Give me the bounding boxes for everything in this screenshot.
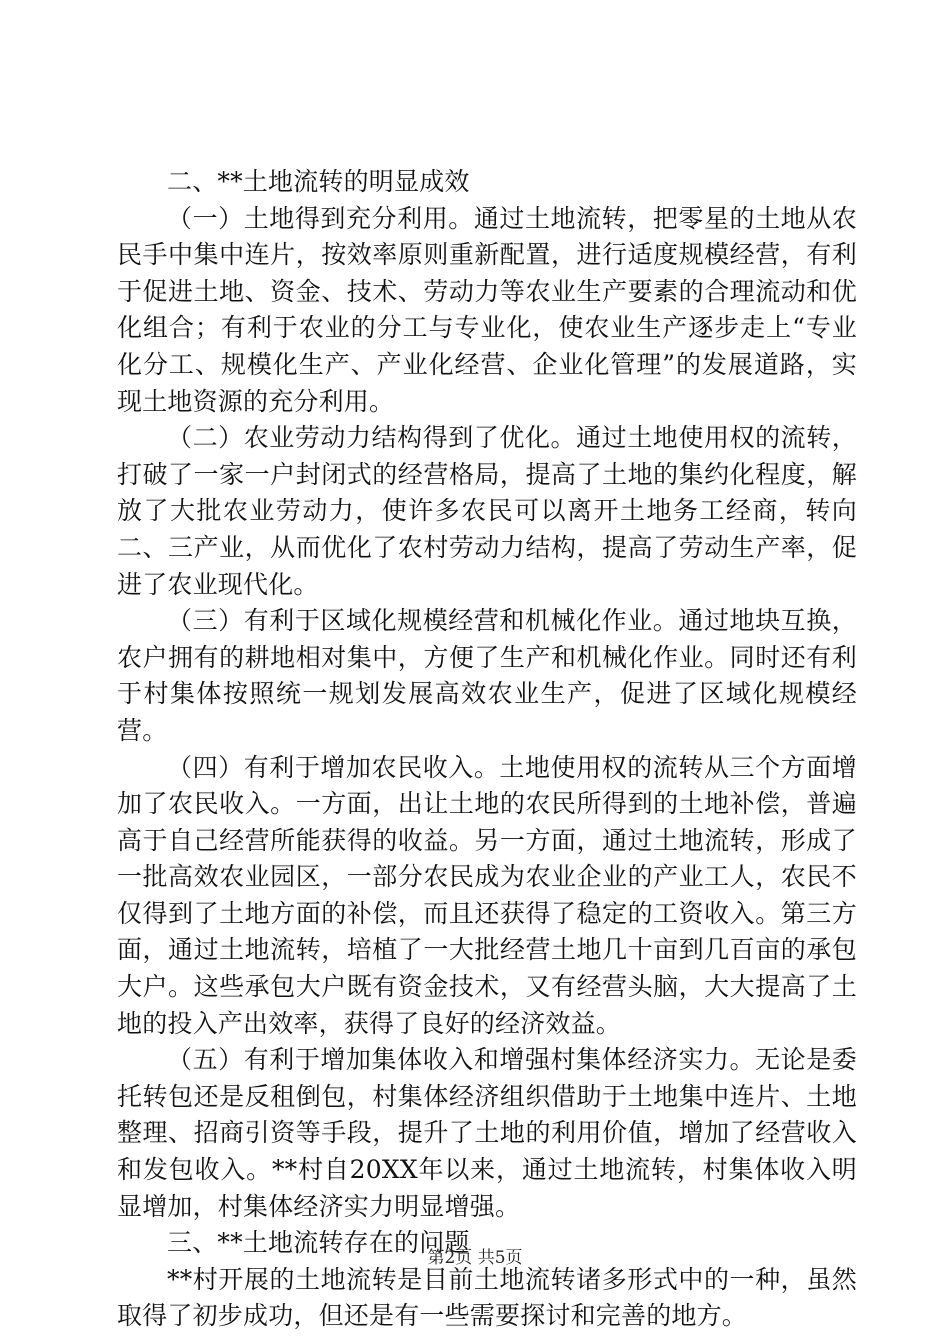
page-number-footer: 第2页 共5页	[427, 1248, 523, 1268]
paragraph-5: （五）有利于增加集体收入和增强村集体经济实力。无论是委托转包还是反租倒包，村集体经济组织借助于土地集中连片、土地整理、招商引资等手段，提升了土地的利用价值，增加了经营收入和发包收入。**村自20XX年以来，通过土地流转，村集体收入明显增加，村集体经济实力明显增强。	[117, 1045, 858, 1221]
paragraph-3: （三）有利于区域化规模经营和机械化作业。通过地块互换，农户拥有的耕地相对集中，方便了生产和机械化作业。同时还有利于村集体按照统一规划发展高效农业生产，促进了区域化规模经营。	[117, 606, 857, 745]
document-body	[117, 164, 857, 1335]
section-heading-2: 二、**土地流转的明显成效	[167, 167, 470, 196]
paragraph-1: （一）土地得到充分利用。通过土地流转，把零星的土地从农民手中集中连片，按效率原则重新配置，进行适度规模经营，有利于促进土地、资金、技术、劳动力等农业生产要素的合理流动和优化组合；有利于农业的分工与专业化，使农业生产逐步走上“专业化分工、规模化生产、产业化经营、企业化管理”的发展道路，实现土地资源的充分利用。	[117, 203, 857, 416]
paragraph-6: **村开展的土地流转是目前土地流转诸多形式中的一种，虽然取得了初步成功，但还是有一些需要探讨和完善的地方。	[117, 1264, 857, 1331]
paragraph-4: （四）有利于增加农民收入。土地使用权的流转从三个方面增加了农民收入。一方面，出让土地的农民所得到的土地补偿，普遍高于自己经营所能获得的收益。另一方面，通过土地流转，形成了一批高效农业园区，一部分农民成为农业企业的产业工人，农民不仅得到了土地方面的补偿，而且还获得了稳定的工资收入。第三方面，通过土地流转，培植了一大批经营土地几十亩到几百亩的承包大户。这些承包大户既有资金技术，又有经营头脑，大大提高了土地的投入产出效率，获得了良好的经济效益。	[117, 752, 857, 1038]
paragraph-2: （二）农业劳动力结构得到了优化。通过土地使用权的流转，打破了一家一户封闭式的经营格局，提高了土地的集约化程度，解放了大批农业劳动力，使许多农民可以离开土地务工经商，转向二、三产业，从而优化了农村劳动力结构，提高了劳动生产率，促进了农业现代化。	[117, 423, 857, 599]
section-heading-3: 三、**土地流转存在的问题	[167, 1228, 470, 1258]
